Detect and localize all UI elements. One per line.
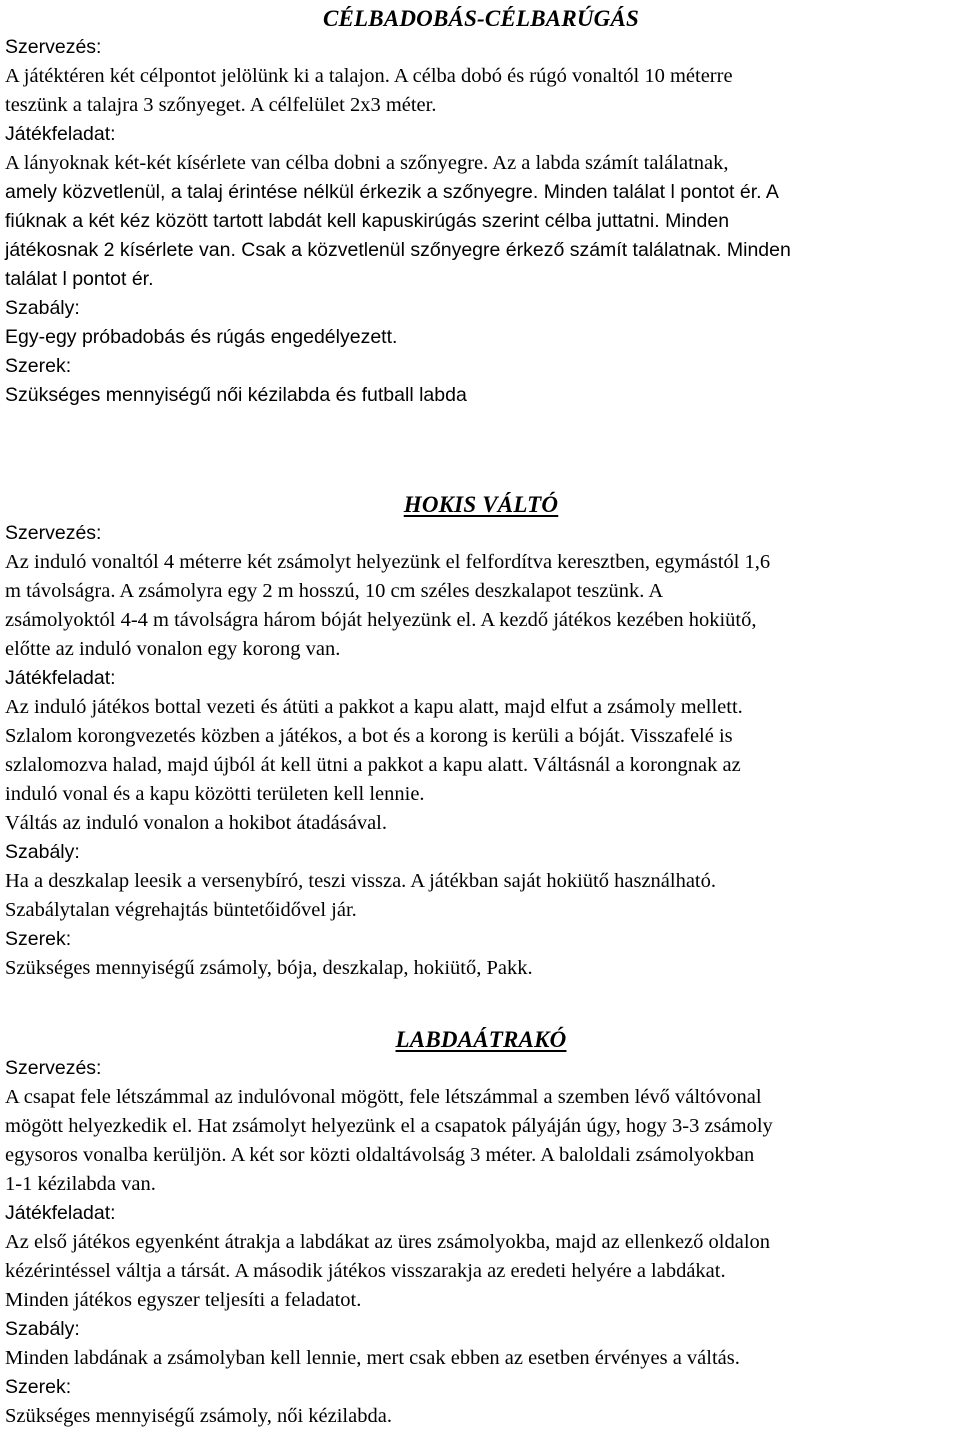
task-text (5, 149, 957, 294)
text-line: fiúknak a két kéz között tartott labdát kell kapuskirúgás szerint célba juttatni. Minden (5, 210, 730, 232)
text-line: szlalomozva halad, majd újból át kell ütni a pakkot a kapu alatt. Váltásnál a korongnak az (5, 754, 741, 776)
rule-label: Szabály: (5, 1318, 80, 1340)
section-hokis-valto (5, 490, 957, 983)
equipment-label: Szerek: (5, 355, 72, 377)
text-line: zsámolyoktól 4-4 m távolságra három bóját helyezünk el. A kezdő játékos kezében hokiütő, (5, 609, 757, 631)
text-line: teszünk a talajra 3 szőnyeget. A célfelület 2x3 méter. (5, 94, 437, 116)
rule-text (5, 867, 957, 925)
rule-text (5, 1344, 957, 1373)
text-line: 1-1 kézilabda van. (5, 1173, 156, 1195)
task-text (5, 693, 957, 838)
equipment-text (5, 381, 957, 410)
text-line: Ha a deszkalap leesik a versenybíró, teszi vissza. A játékban saját hokiütő használható. (5, 870, 717, 892)
text-fragment: A lányoknak két-két kísérlete van célba dobni a szőnyegre. Az a labda számít találatnak, (5, 152, 729, 174)
text-line: amely közvetlenül, a talaj érintése nélkül érkezik a szőnyegre. Minden találat l pontot ér. A (5, 181, 779, 203)
text-line (5, 149, 957, 178)
text-line: induló vonal és a kapu közötti területen kell lennie. (5, 783, 425, 805)
text-line: játékosnak 2 kísérlete van. Csak a közvetlenül szőnyegre érkező számít találatnak. Minden (5, 239, 791, 261)
organization-label: Szervezés: (5, 1057, 102, 1079)
text-line: Szükséges mennyiségű zsámoly, női kézilabda. (5, 1405, 392, 1427)
text-line: Szükséges mennyiségű zsámoly, bója, deszkalap, hokiütő, Pakk. (5, 957, 533, 979)
section-labdaatrako (5, 1025, 957, 1431)
organization-label: Szervezés: (5, 36, 102, 58)
text-line: előtte az induló vonalon egy korong van. (5, 638, 341, 660)
text-line: m távolságra. A zsámolyra egy 2 m hosszú, 10 cm széles deszkalapot teszünk. A (5, 580, 664, 602)
equipment-text (5, 1402, 957, 1431)
text-line: Szabálytalan végrehajtás büntetőidővel jár. (5, 899, 357, 921)
section-celbadobas (5, 4, 957, 410)
organization-label: Szervezés: (5, 522, 102, 544)
document-page (5, 0, 957, 1427)
text-line: A játéktéren két célpontot jelölünk ki a talajon. A célba dobó és rúgó vonaltól 10 méterre (5, 65, 733, 87)
text-line: Az induló játékos bottal vezeti és átüti a pakkot a kapu alatt, majd elfut a zsámoly mellett. (5, 696, 743, 718)
section-title: CÉLBADOBÁS-CÉLBARÚGÁS (322, 6, 640, 31)
text-line: Minden labdának a zsámolyban kell lennie, mert csak ebben az esetben érvényes a váltás. (5, 1347, 740, 1369)
task-label: Játékfeladat: (5, 667, 116, 689)
task-text (5, 1228, 957, 1315)
rule-text (5, 323, 957, 352)
equipment-label: Szerek: (5, 1376, 72, 1398)
text-line: mögött helyezkedik el. Hat zsámolyt helyezünk el a csapatok pályáján úgy, hogy 3-3 zsámoly (5, 1115, 773, 1137)
equipment-label: Szerek: (5, 928, 72, 950)
text-line: egysoros vonalba kerüljön. A két sor közti oldaltávolság 3 méter. A baloldali zsámolyokban (5, 1144, 755, 1166)
task-label: Játékfeladat: (5, 1202, 116, 1224)
organization-text (5, 548, 957, 664)
section-title: HOKIS VÁLTÓ (403, 492, 559, 517)
organization-text (5, 62, 957, 120)
text-line: Szlalom korongvezetés közben a játékos, a bot és a korong is kerüli a bóját. Visszafelé is (5, 725, 733, 747)
text-line: Váltás az induló vonalon a hokibot átadásával. (5, 812, 387, 834)
text-line: Az első játékos egyenként átrakja a labdákat az üres zsámolyokba, majd az ellenkező oldalon (5, 1231, 771, 1253)
task-label: Játékfeladat: (5, 123, 116, 145)
equipment-text (5, 954, 957, 983)
organization-text (5, 1083, 957, 1199)
text-line: Egy-egy próbadobás és rúgás engedélyezett. (5, 326, 398, 348)
text-line: Az induló vonaltól 4 méterre két zsámolyt helyezünk el felfordítva keresztben, egymástól 1,6 (5, 551, 771, 573)
rule-label: Szabály: (5, 297, 80, 319)
rule-label: Szabály: (5, 841, 80, 863)
text-line: Szükséges mennyiségű női kézilabda és futball labda (5, 384, 467, 406)
text-line: kézérintéssel váltja a társát. A második játékos visszarakja az eredeti helyére a labdákat. (5, 1260, 726, 1282)
text-line: A csapat fele létszámmal az indulóvonal mögött, fele létszámmal a szemben lévő váltóvonal (5, 1086, 762, 1108)
section-title: LABDAÁTRAKÓ (395, 1027, 567, 1052)
text-line: találat l pontot ér. (5, 268, 154, 290)
text-line: Minden játékos egyszer teljesíti a feladatot. (5, 1289, 362, 1311)
